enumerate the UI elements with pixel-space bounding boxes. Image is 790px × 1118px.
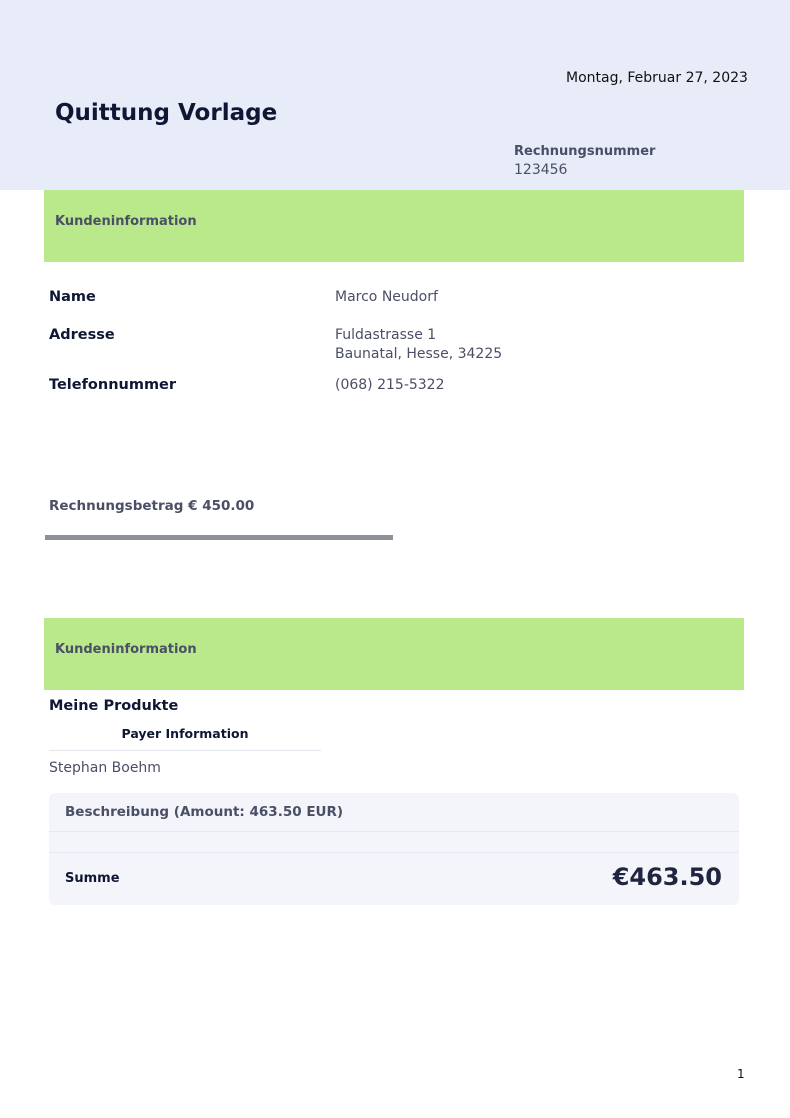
address-line-1: Fuldastrasse 1 [335, 327, 437, 343]
invoice-amount: Rechnungsbetrag € 450.00 [49, 498, 255, 514]
customer-info-heading: Kundeninformation [55, 214, 197, 229]
invoice-number-label: Rechnungsnummer [514, 144, 656, 159]
phone-value: (068) 215-5322 [335, 377, 445, 393]
customer-info-band [44, 190, 744, 262]
sum-label: Summe [65, 871, 120, 886]
receipt-date: Montag, Februar 27, 2023 [566, 70, 748, 86]
table-divider [49, 852, 739, 853]
page-number: 1 [737, 1067, 745, 1081]
products-info-heading: Kundeninformation [55, 642, 197, 657]
payer-divider [49, 750, 321, 751]
address-line-2: Baunatal, Hesse, 34225 [335, 346, 503, 362]
payer-name: Stephan Boehm [49, 760, 161, 776]
description-header: Beschreibung (Amount: 463.50 EUR) [65, 804, 344, 820]
invoice-number-value: 123456 [514, 162, 568, 178]
amount-divider [45, 535, 393, 540]
page-title: Quittung Vorlage [55, 100, 278, 126]
sum-value: €463.50 [612, 863, 722, 891]
header-banner [0, 0, 790, 190]
phone-label: Telefonnummer [49, 377, 177, 393]
name-value: Marco Neudorf [335, 289, 438, 305]
table-divider [49, 831, 739, 832]
summary-table [49, 793, 739, 905]
products-title: Meine Produkte [49, 698, 179, 714]
name-label: Name [49, 289, 96, 305]
address-label: Adresse [49, 327, 115, 343]
products-info-band [44, 618, 744, 690]
payer-info-heading: Payer Information [121, 726, 249, 741]
